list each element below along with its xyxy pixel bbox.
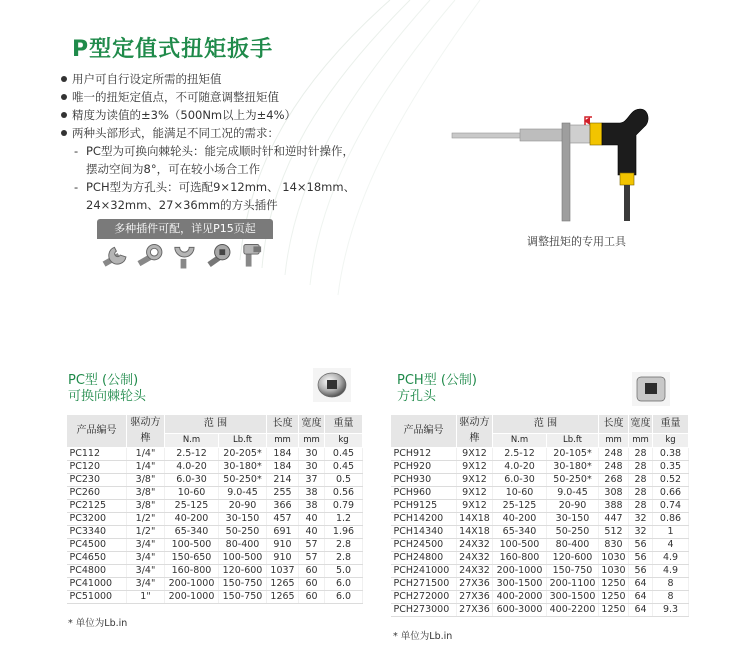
tool-caption: 调整扭矩的专用工具 xyxy=(527,235,626,248)
cell-weight: 0.66 xyxy=(653,487,689,500)
table-row xyxy=(391,500,689,513)
cell-width: 57 xyxy=(299,539,325,552)
cell-range-lbft: 20-90 xyxy=(219,500,267,513)
cell-width: 28 xyxy=(629,500,653,513)
insert-badge: 多种插件可配，详见P15页起 xyxy=(97,219,273,239)
cell-weight: 0.74 xyxy=(653,500,689,513)
cell-weight: 2.8 xyxy=(325,552,363,565)
table-row xyxy=(391,474,689,487)
unit-nm: N.m xyxy=(165,434,219,448)
cell-range-nm: 160-800 xyxy=(165,565,219,578)
table-row xyxy=(67,578,363,591)
dash: - xyxy=(74,180,79,194)
col-range-header: 范 围 xyxy=(493,415,599,434)
cell-range-lbft: 20-90 xyxy=(547,500,599,513)
cell-code: PC3340 xyxy=(67,526,127,539)
cell-range-lbft: 120-600 xyxy=(219,565,267,578)
pc-unit-note: * 单位为Lb.in xyxy=(68,618,128,629)
table-row xyxy=(391,591,689,604)
cell-code: PC2125 xyxy=(67,500,127,513)
cell-range-lbft: 30-180* xyxy=(219,461,267,474)
cell-width: 56 xyxy=(629,539,653,552)
feature-item: 两种头部形式，能满足不同工况的需求： xyxy=(60,124,480,142)
table-row xyxy=(391,487,689,500)
table-row xyxy=(67,500,363,513)
col-drive-header: 驱动方榫 xyxy=(127,415,165,448)
cell-length: 248 xyxy=(599,448,629,461)
cell-range-nm: 200-1000 xyxy=(493,565,547,578)
ratchet-insert-icon xyxy=(205,241,234,271)
cell-range-lbft: 50-250* xyxy=(219,474,267,487)
cell-range-nm: 100-500 xyxy=(165,539,219,552)
cell-drive: 9X12 xyxy=(457,461,493,474)
cell-range-lbft: 50-250 xyxy=(219,526,267,539)
cell-code: PCH9125 xyxy=(391,500,457,513)
cell-length: 366 xyxy=(267,500,299,513)
col-weight-header: 重量 xyxy=(653,415,689,434)
open-insert-icon xyxy=(171,241,200,271)
cell-weight: 1 xyxy=(653,526,689,539)
cell-code: PCH241000 xyxy=(391,565,457,578)
cell-length: 388 xyxy=(599,500,629,513)
cell-range-nm: 200-1000 xyxy=(165,578,219,591)
cell-code: PCH920 xyxy=(391,461,457,474)
subfeature-pch xyxy=(60,178,480,196)
cell-code: PC120 xyxy=(67,461,127,474)
cell-length: 1037 xyxy=(267,565,299,578)
page-title: P型定值式扭矩扳手 xyxy=(72,37,274,62)
cell-width: 28 xyxy=(629,461,653,474)
cell-weight: 0.52 xyxy=(653,474,689,487)
subfeature-text: PC型为可换向棘轮头：能完成顺时针和逆时针操作， xyxy=(86,144,354,158)
cell-range-lbft: 150-750 xyxy=(219,578,267,591)
pch-unit-note: * 单位为Lb.in xyxy=(393,631,453,642)
cell-length: 184 xyxy=(267,448,299,461)
col-width-header: 宽度 xyxy=(299,415,325,434)
cell-weight: 0.45 xyxy=(325,461,363,474)
cell-drive: 9X12 xyxy=(457,500,493,513)
cell-weight: 5.0 xyxy=(325,565,363,578)
adjustment-tool-image xyxy=(450,95,660,235)
cell-length: 1250 xyxy=(599,591,629,604)
cell-code: PC41000 xyxy=(67,578,127,591)
unit-mm: mm xyxy=(299,434,325,448)
cell-width: 30 xyxy=(299,461,325,474)
cell-weight: 4 xyxy=(653,539,689,552)
cell-drive: 27X36 xyxy=(457,604,493,617)
cell-drive: 27X36 xyxy=(457,591,493,604)
cell-drive: 1" xyxy=(127,591,165,604)
cell-width: 60 xyxy=(299,578,325,591)
pc-section-title xyxy=(68,373,146,405)
cell-length: 910 xyxy=(267,539,299,552)
cell-drive: 9X12 xyxy=(457,448,493,461)
unit-lbft: Lb.ft xyxy=(547,434,599,448)
cell-length: 910 xyxy=(267,552,299,565)
cell-range-nm: 100-500 xyxy=(493,539,547,552)
cell-weight: 9.3 xyxy=(653,604,689,617)
cell-width: 64 xyxy=(629,578,653,591)
subfeature-continuation: 24×32mm、27×36mm的方头插件 xyxy=(86,198,278,212)
cell-code: PCH272000 xyxy=(391,591,457,604)
cell-weight: 8 xyxy=(653,591,689,604)
cell-code: PCH271500 xyxy=(391,578,457,591)
cell-range-nm: 4.0-20 xyxy=(165,461,219,474)
cell-width: 60 xyxy=(299,565,325,578)
cell-length: 268 xyxy=(599,474,629,487)
cell-range-lbft: 30-150 xyxy=(219,513,267,526)
cell-range-lbft: 9.0-45 xyxy=(219,487,267,500)
cell-range-nm: 25-125 xyxy=(493,500,547,513)
cell-drive: 9X12 xyxy=(457,474,493,487)
cell-width: 37 xyxy=(299,474,325,487)
pc-spec-table xyxy=(66,414,363,604)
cell-length: 447 xyxy=(599,513,629,526)
insert-images xyxy=(97,239,273,275)
cell-length: 512 xyxy=(599,526,629,539)
cell-code: PCH912 xyxy=(391,448,457,461)
cell-length: 830 xyxy=(599,539,629,552)
feature-item: 用户可自行设定所需的扭矩值 xyxy=(60,70,480,88)
table-row xyxy=(67,448,363,461)
cell-code: PC112 xyxy=(67,448,127,461)
cell-width: 28 xyxy=(629,487,653,500)
cell-width: 57 xyxy=(299,552,325,565)
cell-weight: 0.56 xyxy=(325,487,363,500)
table-row xyxy=(67,487,363,500)
unit-nm: N.m xyxy=(493,434,547,448)
open-end-insert-icon xyxy=(101,241,130,271)
table-row xyxy=(391,565,689,578)
square-hole-head-icon xyxy=(632,372,670,406)
col-length-header: 长度 xyxy=(267,415,299,434)
table-row xyxy=(67,513,363,526)
cell-range-nm: 40-200 xyxy=(493,513,547,526)
cell-length: 1030 xyxy=(599,552,629,565)
cell-weight: 0.38 xyxy=(653,448,689,461)
cell-range-nm: 25-125 xyxy=(165,500,219,513)
cell-code: PC4650 xyxy=(67,552,127,565)
table-row xyxy=(391,552,689,565)
cell-range-lbft: 20-205* xyxy=(219,448,267,461)
cell-width: 30 xyxy=(299,448,325,461)
cell-range-nm: 10-60 xyxy=(493,487,547,500)
col-weight-header: 重量 xyxy=(325,415,363,434)
cell-range-lbft: 200-1100 xyxy=(547,578,599,591)
cell-drive: 24X32 xyxy=(457,552,493,565)
cell-length: 1265 xyxy=(267,591,299,604)
cell-range-nm: 300-1500 xyxy=(493,578,547,591)
ratchet-head-icon xyxy=(313,368,351,402)
cell-width: 60 xyxy=(299,591,325,604)
cell-length: 1030 xyxy=(599,565,629,578)
col-range-header: 范 围 xyxy=(165,415,267,434)
cell-width: 32 xyxy=(629,526,653,539)
cell-weight: 1.96 xyxy=(325,526,363,539)
unit-mm: mm xyxy=(629,434,653,448)
cell-range-lbft: 20-105* xyxy=(547,448,599,461)
cell-drive: 3/4" xyxy=(127,565,165,578)
cell-code: PC230 xyxy=(67,474,127,487)
unit-kg: kg xyxy=(653,434,689,448)
subfeature-text: PCH型为方孔头：可选配9×12mm、 14×18mm、 xyxy=(86,180,356,194)
cell-width: 56 xyxy=(629,552,653,565)
cell-length: 184 xyxy=(267,461,299,474)
pch-title-line2: 方孔头 xyxy=(397,389,437,404)
cell-code: PCH14340 xyxy=(391,526,457,539)
cell-length: 457 xyxy=(267,513,299,526)
table-row xyxy=(391,578,689,591)
square-drive-insert-icon xyxy=(240,241,269,271)
cell-range-nm: 10-60 xyxy=(165,487,219,500)
cell-range-lbft: 400-2200 xyxy=(547,604,599,617)
cell-code: PCH960 xyxy=(391,487,457,500)
cell-weight: 0.35 xyxy=(653,461,689,474)
table-row xyxy=(391,604,689,617)
cell-length: 1265 xyxy=(267,578,299,591)
table-row xyxy=(67,526,363,539)
cell-code: PCH24800 xyxy=(391,552,457,565)
cell-range-nm: 600-3000 xyxy=(493,604,547,617)
ring-insert-icon xyxy=(136,241,165,271)
cell-range-lbft: 50-250* xyxy=(547,474,599,487)
cell-range-nm: 400-2000 xyxy=(493,591,547,604)
cell-drive: 1/2" xyxy=(127,526,165,539)
table-row xyxy=(67,474,363,487)
cell-weight: 0.86 xyxy=(653,513,689,526)
col-drive-header: 驱动方榫 xyxy=(457,415,493,448)
dash: - xyxy=(74,144,79,158)
cell-drive: 1/4" xyxy=(127,448,165,461)
cell-length: 1250 xyxy=(599,578,629,591)
table-row xyxy=(67,539,363,552)
cell-width: 64 xyxy=(629,591,653,604)
col-code-header: 产品编号 xyxy=(391,415,457,448)
cell-weight: 0.45 xyxy=(325,448,363,461)
feature-list xyxy=(60,70,480,214)
cell-range-nm: 65-340 xyxy=(493,526,547,539)
cell-length: 691 xyxy=(267,526,299,539)
cell-width: 40 xyxy=(299,513,325,526)
cell-length: 1250 xyxy=(599,604,629,617)
cell-length: 308 xyxy=(599,487,629,500)
unit-mm: mm xyxy=(267,434,299,448)
cell-range-lbft: 30-150 xyxy=(547,513,599,526)
table-row xyxy=(67,565,363,578)
cell-code: PCH930 xyxy=(391,474,457,487)
cell-weight: 0.5 xyxy=(325,474,363,487)
pch-section-title xyxy=(397,373,477,405)
cell-range-nm: 6.0-30 xyxy=(165,474,219,487)
cell-length: 255 xyxy=(267,487,299,500)
cell-range-lbft: 30-180* xyxy=(547,461,599,474)
cell-code: PCH24500 xyxy=(391,539,457,552)
pc-title-line1: PC型 (公制) xyxy=(68,373,139,388)
table-row xyxy=(67,461,363,474)
table-row xyxy=(67,591,363,604)
cell-range-nm: 160-800 xyxy=(493,552,547,565)
subfeature-pc xyxy=(60,142,480,160)
cell-weight: 1.2 xyxy=(325,513,363,526)
cell-code: PC4800 xyxy=(67,565,127,578)
cell-code: PCH273000 xyxy=(391,604,457,617)
table-row xyxy=(67,552,363,565)
cell-drive: 3/4" xyxy=(127,552,165,565)
cell-range-nm: 2.5-12 xyxy=(493,448,547,461)
pch-title-line1: PCH型 (公制) xyxy=(397,373,477,388)
cell-weight: 0.79 xyxy=(325,500,363,513)
cell-drive: 27X36 xyxy=(457,578,493,591)
cell-range-nm: 65-340 xyxy=(165,526,219,539)
cell-weight: 4.9 xyxy=(653,565,689,578)
table-row xyxy=(391,526,689,539)
cell-width: 38 xyxy=(299,487,325,500)
cell-drive: 3/8" xyxy=(127,474,165,487)
unit-mm: mm xyxy=(599,434,629,448)
cell-code: PC4500 xyxy=(67,539,127,552)
cell-width: 32 xyxy=(629,513,653,526)
cell-width: 38 xyxy=(299,500,325,513)
cell-drive: 1/2" xyxy=(127,513,165,526)
cell-length: 248 xyxy=(599,461,629,474)
cell-range-nm: 150-650 xyxy=(165,552,219,565)
table-row xyxy=(391,461,689,474)
cell-weight: 2.8 xyxy=(325,539,363,552)
table-row xyxy=(391,539,689,552)
cell-range-lbft: 150-750 xyxy=(219,591,267,604)
cell-drive: 3/4" xyxy=(127,539,165,552)
subfeature-continuation: 摆动空间为8°，可在较小场合工作 xyxy=(86,162,261,176)
pc-title-line2: 可换向棘轮头 xyxy=(68,389,147,404)
cell-range-lbft: 120-600 xyxy=(547,552,599,565)
cell-drive: 1/4" xyxy=(127,461,165,474)
unit-lbft: Lb.ft xyxy=(219,434,267,448)
cell-length: 214 xyxy=(267,474,299,487)
cell-weight: 6.0 xyxy=(325,591,363,604)
cell-range-nm: 200-1000 xyxy=(165,591,219,604)
table-row xyxy=(391,513,689,526)
cell-width: 28 xyxy=(629,448,653,461)
cell-range-lbft: 150-750 xyxy=(547,565,599,578)
cell-drive: 3/8" xyxy=(127,487,165,500)
col-code-header: 产品编号 xyxy=(67,415,127,448)
cell-width: 28 xyxy=(629,474,653,487)
cell-range-nm: 40-200 xyxy=(165,513,219,526)
cell-drive: 14X18 xyxy=(457,526,493,539)
cell-weight: 6.0 xyxy=(325,578,363,591)
feature-item: 唯一的扭矩定值点，不可随意调整扭矩值 xyxy=(60,88,480,106)
cell-code: PCH14200 xyxy=(391,513,457,526)
cell-drive: 9X12 xyxy=(457,487,493,500)
cell-weight: 8 xyxy=(653,578,689,591)
cell-drive: 14X18 xyxy=(457,513,493,526)
cell-range-lbft: 80-400 xyxy=(219,539,267,552)
cell-width: 40 xyxy=(299,526,325,539)
pch-spec-table xyxy=(390,414,689,617)
cell-range-lbft: 300-1500 xyxy=(547,591,599,604)
cell-range-lbft: 100-500 xyxy=(219,552,267,565)
unit-kg: kg xyxy=(325,434,363,448)
cell-width: 64 xyxy=(629,604,653,617)
cell-range-lbft: 9.0-45 xyxy=(547,487,599,500)
cell-code: PC3200 xyxy=(67,513,127,526)
table-row xyxy=(391,448,689,461)
cell-range-nm: 4.0-20 xyxy=(493,461,547,474)
feature-item: 精度为读值的±3%（500Nm以上为±4%） xyxy=(60,106,480,124)
cell-drive: 24X32 xyxy=(457,539,493,552)
cell-range-nm: 6.0-30 xyxy=(493,474,547,487)
cell-weight: 4.9 xyxy=(653,552,689,565)
cell-range-lbft: 80-400 xyxy=(547,539,599,552)
col-length-header: 长度 xyxy=(599,415,629,434)
col-width-header: 宽度 xyxy=(629,415,653,434)
cell-drive: 3/8" xyxy=(127,500,165,513)
cell-width: 56 xyxy=(629,565,653,578)
cell-range-nm: 2.5-12 xyxy=(165,448,219,461)
cell-drive: 24X32 xyxy=(457,565,493,578)
cell-range-lbft: 50-250 xyxy=(547,526,599,539)
cell-drive: 3/4" xyxy=(127,578,165,591)
cell-code: PC51000 xyxy=(67,591,127,604)
cell-code: PC260 xyxy=(67,487,127,500)
